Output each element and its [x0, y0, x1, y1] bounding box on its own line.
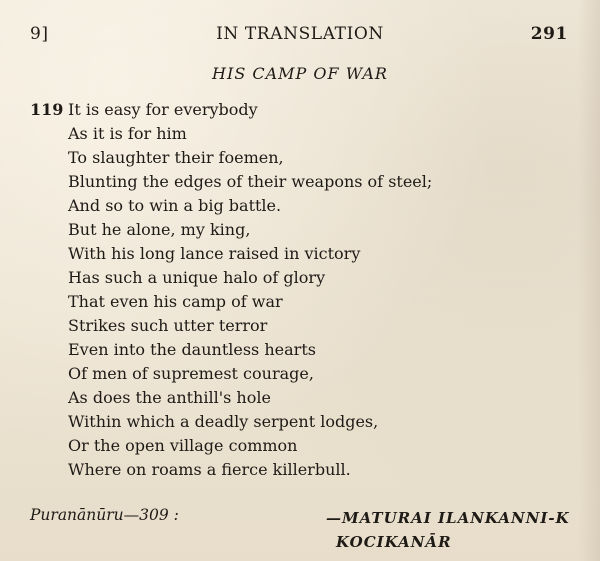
running-head-title: IN TRANSLATION	[216, 24, 384, 44]
chapter-marker: 9]	[30, 24, 49, 44]
poem-line: To slaughter their foemen,	[68, 148, 284, 167]
poem-line: With his long lance raised in victory	[68, 244, 361, 263]
poem-line: Within which a deadly serpent lodges,	[68, 412, 379, 431]
poem-line: Of men of supremest courage,	[68, 364, 314, 383]
poem-line: Strikes such utter terror	[68, 316, 268, 335]
poem-line: Has such a unique halo of glory	[68, 268, 326, 287]
poem-line: And so to win a big battle.	[68, 196, 282, 215]
poem-line: It is easy for everybody	[68, 100, 258, 119]
poem-title: HIS CAMP OF WAR	[212, 64, 388, 83]
poem-line: As it is for him	[68, 124, 187, 143]
poem-line: That even his camp of war	[68, 292, 283, 311]
poem-line: Where on roams a fierce killerbull.	[68, 460, 351, 479]
author-line-2: KOCIKANĀR	[336, 533, 452, 551]
page-edge-shadow	[578, 0, 600, 561]
poem-line: Even into the dauntless hearts	[68, 340, 316, 359]
poem-line: As does the anthill's hole	[68, 388, 271, 407]
poem-line: Or the open village common	[68, 436, 298, 455]
poem-source: Puranānūru—309 :	[30, 506, 179, 524]
poem-author	[326, 506, 570, 554]
poem-line: But he alone, my king,	[68, 220, 251, 239]
page-number: 291	[530, 24, 568, 44]
author-line-1: —MATURAI ILANKANNI-K	[326, 509, 570, 527]
running-head	[0, 24, 600, 46]
poem-number: 119	[30, 100, 64, 119]
poem-line: Blunting the edges of their weapons of steel;	[68, 172, 433, 191]
